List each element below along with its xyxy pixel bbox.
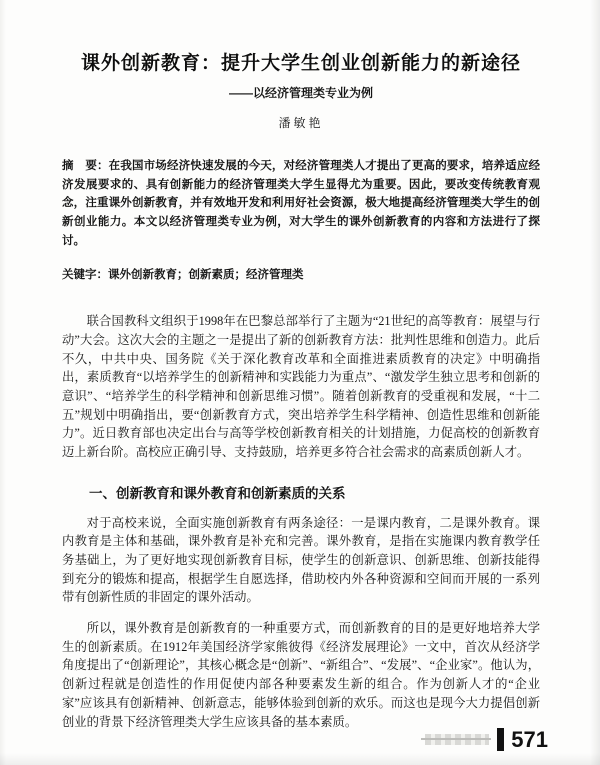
keywords-label: 关键字：: [62, 269, 108, 282]
abstract-text: 在我国市场经济快速发展的今天，对经济管理类人才提出了更高的要求，培养适应经济发展要求的、具有创新能力的经济管理类大学生显得尤为重要。因此，要改变传统教育观念，注重课外创新教育，并有效地开发和利用好社会资源，极大地提高经济管理类大学生的创新创业能力。本文以经济管理类专业为例，对大学生的课外创新教育的内容和方法进行了探讨。: [62, 160, 541, 247]
section1-paragraph-1: 对于高校来说，全面实施创新教育有两条途径：一是课内教育，二是课外教育。课内教育是主体和基础，课外教育是补充和完善。课外教育，是指在实施课内教育教学任务基础上，为了更好地实现创新教育目标，使学生的创新意识、创新思维、创新技能得到充分的锻炼和提高，根据学生自愿选择，借助校内外各种资源和空间而开展的一系列带有创新性质的非固定的课外活动。: [62, 515, 540, 605]
section1-paragraph-2: 所以，课外教育是创新教育的一种重要方式，而创新教育的目的是更好地培养大学生的创新素质。在1912年美国经济学家熊彼得《经济发展理论》一文中，首次从经济学角度提出了“创新理论”，其核心概念是“创新”、“新组合”、“发展”、“企业家”。他认为，创新过程就是创造性的作用促使内部各种要素发生新的组合。作为创新人才的“企业家”应该具有创新精神、创新意志，能够体验到创新的欢乐。而这也是现今大力提倡创新创业的背景下经济管理类大学生应该具备的基本素质。: [62, 621, 540, 729]
footer-smudge-mark: [425, 734, 489, 745]
keywords-text: 课外创新教育；创新素质；经济管理类: [108, 269, 304, 282]
abstract-label: 摘 要：: [62, 160, 109, 172]
page-number: 571: [497, 728, 548, 751]
author-name: 潘敏艳: [278, 116, 324, 130]
paper-subtitle: ——以经济管理类专业为例: [228, 86, 373, 100]
page-footer: [425, 728, 548, 751]
abstract-block: [62, 157, 540, 250]
section-heading-1: 一、创新教育和课外教育和创新素质的关系: [89, 485, 346, 501]
paper-title: 课外创新教育：提升大学生创业创新能力的新途径: [80, 53, 521, 74]
keywords-block: [62, 266, 540, 282]
intro-paragraph: 联合国教科文组织于1998年在巴黎总部举行了主题为“21世纪的高等教育：展望与行动”大会。这次大会的主题之一是提出了新的创新教育方法：批判性思维和创造力。此后不久，中共中央、国务院《关于深化教育改革和全面推进素质教育的决定》中明确指出，素质教育“以培养学生的创新精神和实践能力为重点”、“激发学生独立思考和创新的意识”、“培养学生的科学精神和创新思维习惯”。随着创新教育的受重视和发展，“十二五”规划中明确指出，要“创新教育方式，突出培养学生科学精神、创造性思维和创新能力”。近日教育部也决定出台与高等学校创新教育相关的计划措施，力促高校的创新教育迈上新台阶。高校应正确引导、支持鼓励，培养更多符合社会需求的高素质创新人才。: [62, 314, 540, 459]
